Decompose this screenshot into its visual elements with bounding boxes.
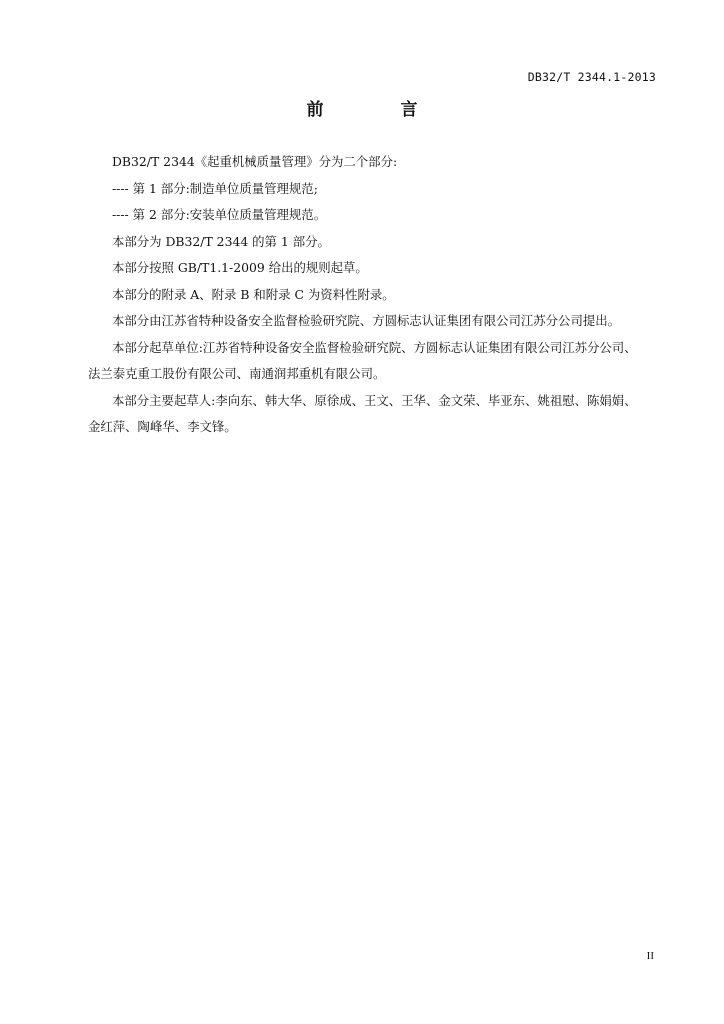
paragraph-appendices: 本部分的附录 A、附录 B 和附录 C 为资料性附录。: [112, 286, 395, 302]
paragraph-drafters: 本部分主要起草人:李向东、韩大华、原徐成、王文、王华、金文荣、毕亚东、姚祖慰、陈娟娟、: [112, 392, 637, 408]
paragraph-part-2: ---- 第 2 部分:安装单位质量管理规范。: [112, 207, 327, 222]
paragraph-drafters-continued: 金红萍、陶峰华、李文锋。: [88, 419, 237, 434]
paragraph-drafting-rules: 本部分按照 GB/T1.1-2009 给出的规则起草。: [112, 260, 368, 275]
paragraph-this-part: 本部分为 DB32/T 2344 的第 1 部分。: [112, 233, 330, 249]
paragraph-proposer: 本部分由江苏省特种设备安全监督检验研究院、方圆标志认证集团有限公司江苏分公司提出。: [112, 313, 621, 328]
paragraph-part-1: ---- 第 1 部分:制造单位质量管理规范;: [112, 180, 318, 196]
paragraph-parts-intro: DB32/T 2344《起重机械质量管理》分为二个部分:: [112, 154, 398, 169]
page-title: 前 言: [306, 100, 448, 120]
paragraph-drafting-units: 本部分起草单位:江苏省特种设备安全监督检验研究院、方圆标志认证集团有限公司江苏分公司、: [112, 339, 637, 355]
foreword-body: [88, 149, 662, 441]
page-number: II: [646, 950, 654, 962]
standard-code: DB32/T 2344.1-2013: [527, 70, 656, 84]
paragraph-drafting-units-continued: 法兰泰克重工股份有限公司、南通润邦重机有限公司。: [88, 366, 386, 381]
